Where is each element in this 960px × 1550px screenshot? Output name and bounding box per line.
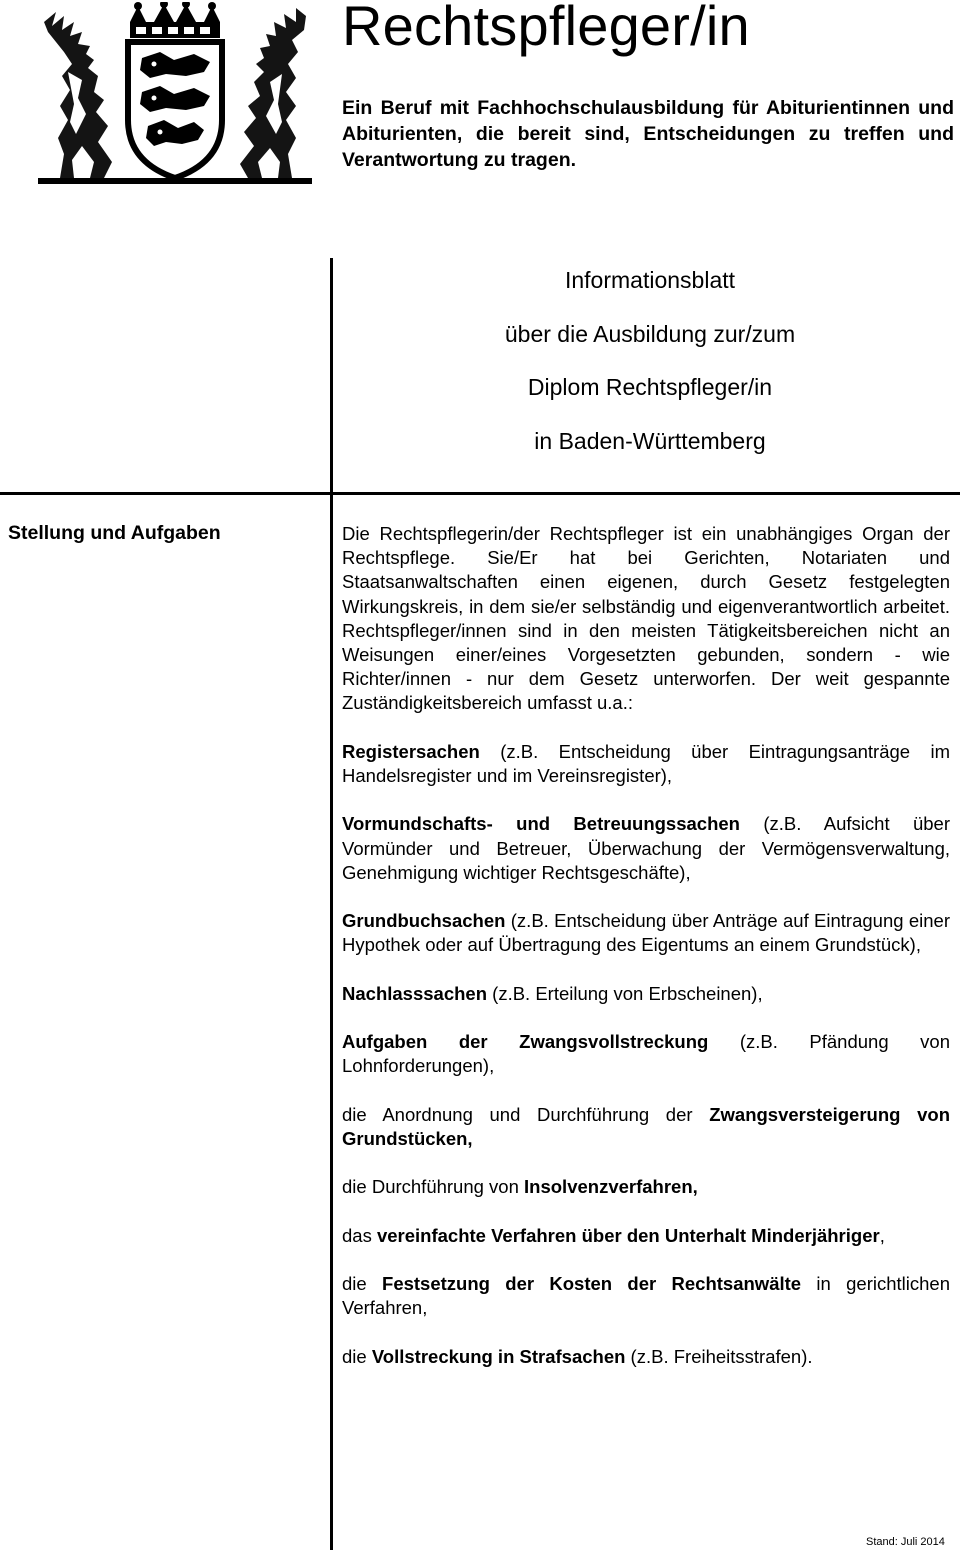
list-item (342, 1175, 950, 1199)
info-line-1: Informationsblatt (564, 267, 736, 293)
stand-date: Stand: Juli 2014 (866, 1536, 945, 1548)
section-content (342, 522, 950, 1369)
page-title: Rechtspfleger/in (342, 0, 750, 57)
vertical-divider (330, 258, 333, 1550)
item-post: (z.B. Erteilung von Erbscheinen), (487, 982, 763, 1004)
item-bold: Insolvenzverfahren, (524, 1176, 698, 1198)
item-pre: die Durchführung von (342, 1176, 525, 1198)
item-post: (z.B. Pfändung von Lohnforderungen), (342, 1031, 950, 1077)
item-bold: Vollstreckung in Strafsachen (371, 1345, 626, 1367)
list-item (342, 1030, 950, 1078)
item-bold: Grundbuchsachen (342, 910, 506, 932)
intro-paragraph: Die Rechtspflegerin/der Rechtspfleger ist ein unabhängiges Organ der Rechtspflege. Sie/Er hat bei Gerichten, Notariaten und Staatsanwaltschaften einen eigenen, durch Gesetz festgelegten Wirkungskreis, in dem sie/er selbständig und eigenverantwortlich arbeitet. Rechtspfleger/innen sind in den meisten Tätigkeitsbereichen nicht an Weisungen einer/eines Vorgesetzten gebunden, sondern - wie Richter/innen - nur dem Gesetz unterworfen. Der weit gespannte Zuständigkeitsbereich umfasst u.a.: (342, 523, 950, 714)
horizontal-divider (0, 492, 960, 495)
subtitle: Ein Beruf mit Fachhochschulausbildung für Abiturientinnen und Abiturienten, die bereit sind, Entscheidungen zu treffen und Verantwortung zu tragen. (342, 97, 954, 171)
info-line-2: über die Ausbildung zur/zum (504, 320, 796, 347)
list-item (342, 1345, 950, 1369)
coat-of-arms-emblem (34, 2, 316, 186)
item-pre: die (342, 1273, 383, 1295)
list-item (342, 982, 950, 1006)
item-post: (z.B. Freiheitsstrafen). (625, 1345, 813, 1367)
info-sheet-heading (340, 254, 960, 468)
item-bold: Nachlasssachen (342, 982, 488, 1004)
list-item (342, 740, 950, 788)
item-post: in gerichtlichen Verfahren, (342, 1273, 950, 1319)
list-item (342, 1272, 950, 1320)
info-line-3: Diplom Rechtspfleger/in (527, 374, 773, 400)
item-post: (z.B. Aufsicht über Vormünder und Betreuer, Überwachung der Vermögensverwaltung, Genehmigung wichtiger Rechtsgeschäfte), (342, 813, 950, 883)
item-bold: vereinfachte Verfahren über den Unterhalt Minderjähriger (376, 1224, 880, 1246)
info-line-4: in Baden-Württemberg (534, 427, 766, 454)
item-post: , (879, 1224, 885, 1246)
list-item (342, 909, 950, 957)
item-pre: die (342, 1345, 372, 1367)
item-bold: Aufgaben der Zwangsvollstreckung (342, 1031, 709, 1053)
item-bold: Festsetzung der Kosten der Rechtsanwälte (382, 1273, 802, 1295)
list-item (342, 1103, 950, 1151)
item-post: (z.B. Entscheidung über Anträge auf Eintragung einer Hypothek oder auf Übertragung des Eigentums an einem Grundstück), (342, 910, 950, 956)
item-pre: die Anordnung und Durchführung der (342, 1103, 710, 1125)
item-bold: Zwangsversteigerung von Grundstücken, (342, 1103, 950, 1149)
list-item (342, 812, 950, 885)
section-label: Stellung und Aufgaben (8, 522, 221, 544)
item-bold: Vormundschafts- und Betreuungssachen (342, 813, 740, 835)
list-item (342, 1224, 950, 1248)
item-pre: das (342, 1224, 377, 1246)
item-post: (z.B. Entscheidung über Eintragungsanträge im Handelsregister und im Vereinsregister), (342, 740, 950, 787)
item-bold: Registersachen (342, 740, 480, 762)
